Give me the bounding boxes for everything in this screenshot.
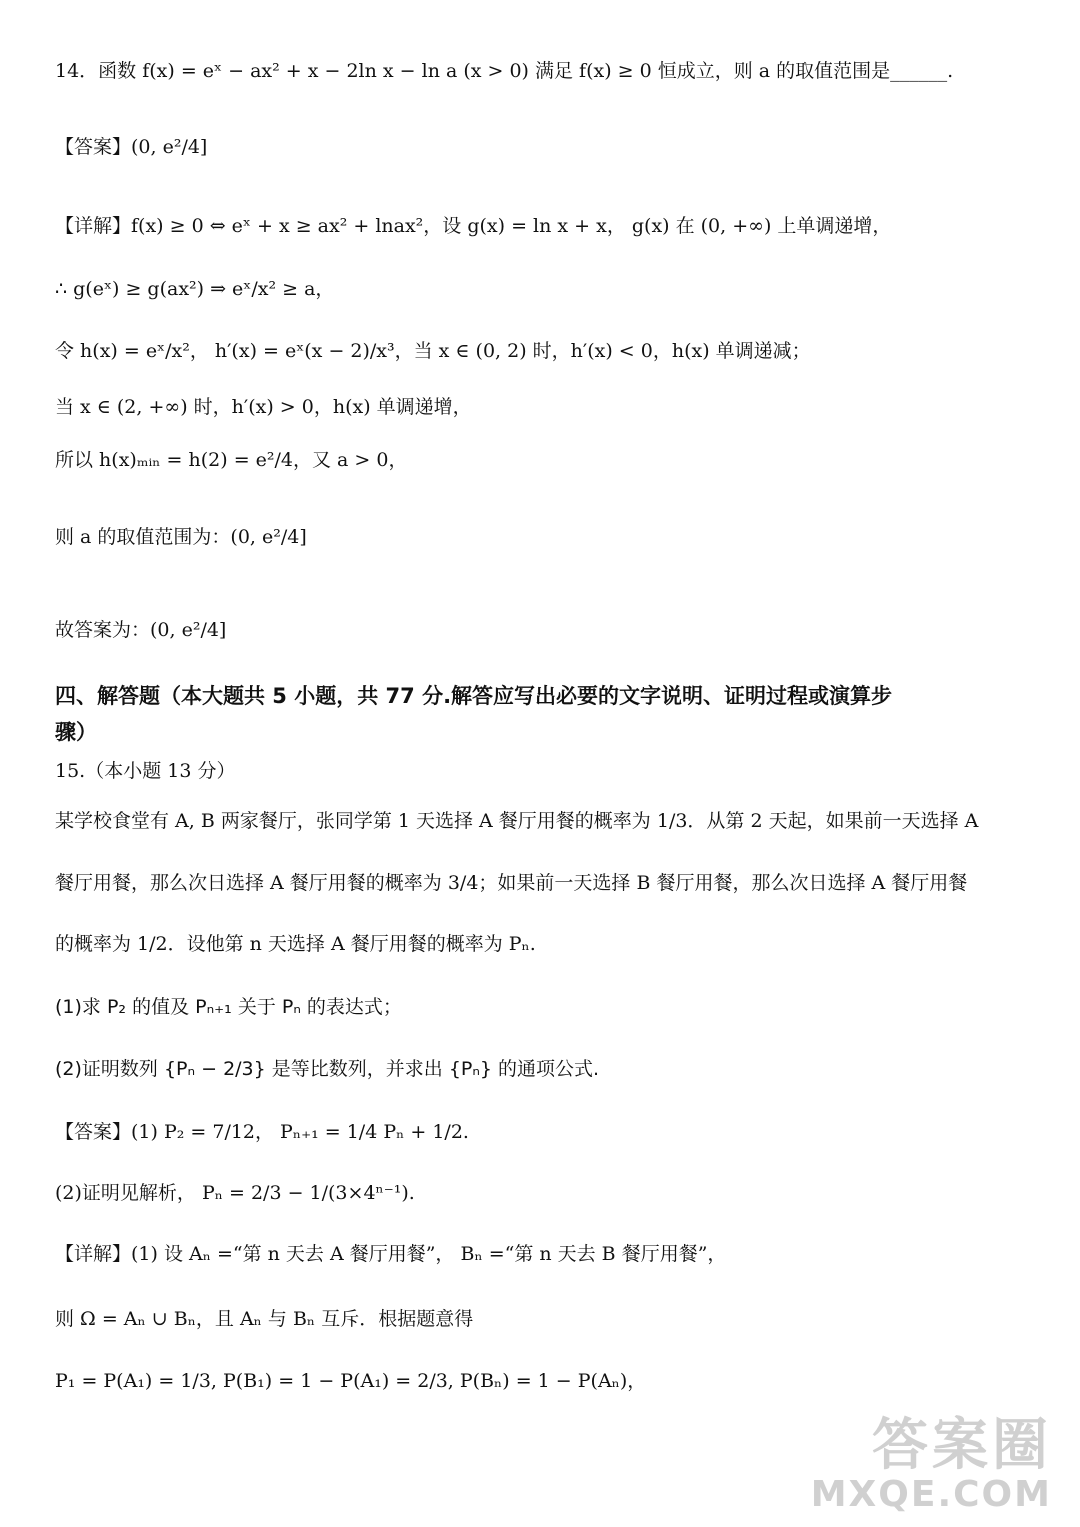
q15-stem-line-1: 某学校食堂有 A, B 两家餐厅，张同学第 1 天选择 A 餐厅用餐的概率为 1/3．从第 2 天起，如果前一天选择 A bbox=[55, 810, 979, 832]
q14-solution-line-4: 当 x ∈ (2, +∞) 时，h′(x) > 0，h(x) 单调递增， bbox=[55, 396, 472, 418]
q15-solution-line-2: 则 Ω = Aₙ ∪ Bₙ，且 Aₙ 与 Bₙ 互斥．根据题意得 bbox=[55, 1308, 474, 1330]
q14-solution-line-6: 则 a 的取值范围为：(0, e²/4] bbox=[55, 526, 307, 548]
question-15-header: 15.（本小题 13 分） bbox=[55, 760, 236, 782]
section-four-heading-continued: 骤） bbox=[55, 720, 97, 744]
q14-final-answer: 故答案为：(0, e²/4] bbox=[55, 619, 227, 641]
q14-answer: 【答案】(0, e²/4] bbox=[55, 136, 208, 158]
section-four-heading: 四、解答题（本大题共 5 小题，共 77 分.解答应写出必要的文字说明、证明过程或演算步 bbox=[55, 684, 893, 708]
q15-answer-1: 【答案】(1) P₂ = 7/12， Pₙ₊₁ = 1/4 Pₙ + 1/2. bbox=[55, 1121, 469, 1143]
q14-solution-line-3: 令 h(x) = eˣ/x²， h′(x) = eˣ(x − 2)/x³，当 x ∈ (0, 2) 时，h′(x) < 0，h(x) 单调递减； bbox=[55, 340, 811, 362]
q15-stem-line-2: 餐厅用餐，那么次日选择 A 餐厅用餐的概率为 3/4；如果前一天选择 B 餐厅用餐，那么次日选择 A 餐厅用餐 bbox=[55, 872, 968, 894]
q15-part-2: (2)证明数列 {Pₙ − 2/3} 是等比数列，并求出 {Pₙ} 的通项公式. bbox=[55, 1058, 600, 1080]
question-14-text: 14．函数 f(x) = eˣ − ax² + x − 2ln x − ln a (x > 0) 满足 f(x) ≥ 0 恒成立，则 a 的取值范围是______. bbox=[55, 60, 954, 82]
q15-solution-line-3: P₁ = P(A₁) = 1/3, P(B₁) = 1 − P(A₁) = 2/3, P(Bₙ) = 1 − P(Aₙ)， bbox=[55, 1370, 647, 1392]
site-watermark bbox=[810, 1413, 1052, 1515]
q14-solution-line-2: ∴ g(eˣ) ≥ g(ax²) ⇒ eˣ/x² ≥ a， bbox=[55, 278, 335, 300]
watermark-url: MXQE.COM bbox=[810, 1474, 1052, 1515]
q14-solution-line-1: 【详解】f(x) ≥ 0 ⇔ eˣ + x ≥ ax² + lnax²，设 g(x) = ln x + x， g(x) 在 (0, +∞) 上单调递增， bbox=[55, 215, 892, 237]
watermark-logo: 答案圈 bbox=[872, 1413, 1052, 1478]
q15-solution-line-1: 【详解】(1) 设 Aₙ =“第 n 天去 A 餐厅用餐”， Bₙ =“第 n 天去 B 餐厅用餐”， bbox=[55, 1243, 727, 1265]
q15-part-1: (1)求 P₂ 的值及 Pₙ₊₁ 关于 Pₙ 的表达式； bbox=[55, 996, 402, 1018]
q14-solution-line-5: 所以 h(x)ₘᵢₙ = h(2) = e²/4，又 a > 0， bbox=[55, 449, 408, 471]
q15-stem-line-3: 的概率为 1/2．设他第 n 天选择 A 餐厅用餐的概率为 Pₙ. bbox=[55, 933, 536, 955]
q15-answer-2: (2)证明见解析， Pₙ = 2/3 − 1/(3×4ⁿ⁻¹). bbox=[55, 1182, 415, 1204]
